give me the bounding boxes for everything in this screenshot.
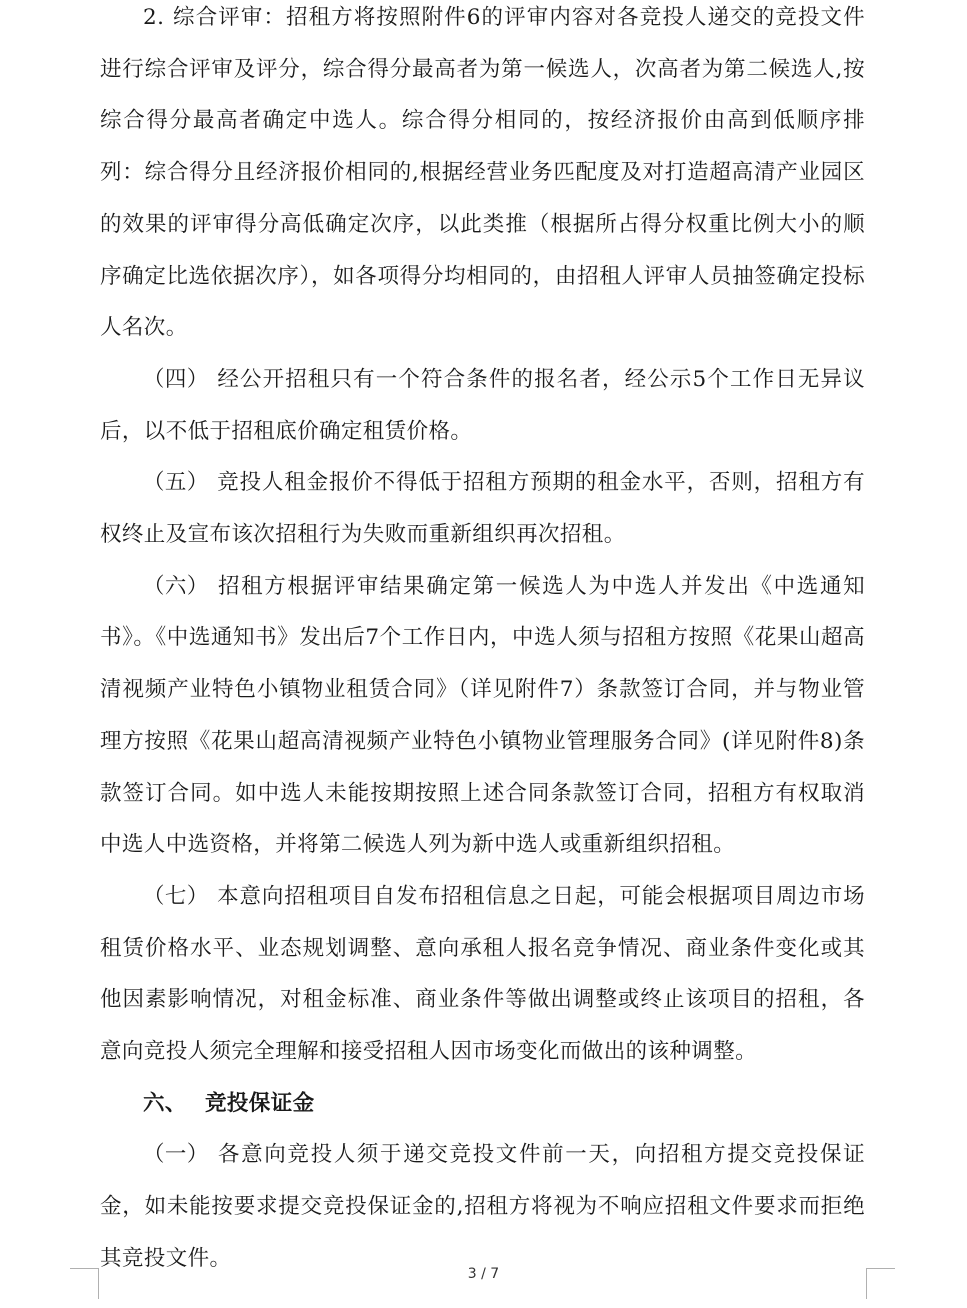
page-number: 3 / 7 <box>467 1266 500 1282</box>
paragraph-deposit-one <box>100 1129 865 1284</box>
paragraph-text: 本意向招租项目自发布招租信息之日起，可能会根据项目周边市场租赁价格水平、业态规划调整、意向承租人报名竞争情况、商业条件变化或其他因素影响情况，对租金标准、商业条件等做出调整或终止该项目的招租，各意向竞投人须完全理解和接受招租人因市场变化而做出的该种调整。 <box>100 883 865 1065</box>
document-body <box>100 0 865 1285</box>
paragraph-number: （六） <box>143 573 209 599</box>
paragraph-text: 竞投人租金报价不得低于招租方预期的租金水平，否则，招租方有权终止及宣布该次招租行为失败而重新组织再次招租。 <box>100 470 865 548</box>
paragraph-six <box>100 561 865 871</box>
paragraph-five <box>100 457 865 560</box>
paragraph-text: 综合评审：招租方将按照附件6的评审内容对各竞投人递交的竞投文件进行综合评审及评分，综合得分最高者为第一候选人，次高者为第二候选人,按综合得分最高者确定中选人。综合得分相同的，按经济报价由高到低顺序排列：综合得分且经济报价相同的,根据经营业务匹配度及对打造超高清产业园区的效果的评审得分高低确定次序，以此类推（根据所占得分权重比例大小的顺序确定比选依据次序），如各项得分均相同的，由招租人评审人员抽签确定投标人名次。 <box>100 5 865 341</box>
paragraph-four <box>100 354 865 457</box>
paragraph-evaluation <box>100 0 865 354</box>
paragraph-number: （五） <box>143 470 209 496</box>
paragraph-text: 招租方根据评审结果确定第一候选人为中选人并发出《中选通知书》。《中选通知书》发出后7个工作日内，中选人须与招租方按照《花果山超高清视频产业特色小镇物业租赁合同》（详见附件7）条款签订合同，并与物业管理方按照《花果山超高清视频产业特色小镇物业管理服务合同》(详见附件8)条款签订合同。如中选人未能按期按照上述合同条款签订合同，招租方有权取消中选人中选资格，并将第二候选人列为新中选人或重新组织招租。 <box>100 573 865 858</box>
section-heading <box>100 1078 865 1130</box>
paragraph-number: 2. <box>143 5 165 30</box>
paragraph-seven <box>100 871 865 1078</box>
section-heading-number: 六、 <box>143 1090 187 1116</box>
paragraph-number: （一） <box>143 1142 209 1168</box>
paragraph-text: 经公开招租只有一个符合条件的报名者，经公示5个工作日无异议后，以不低于招租底价确定租赁价格。 <box>100 366 865 444</box>
section-heading-title: 竞投保证金 <box>205 1090 315 1116</box>
paragraph-text: 各意向竞投人须于递交竞投文件前一天，向招租方提交竞投保证金，如未能按要求提交竞投保证金的,招租方将视为不响应招租文件要求而拒绝其竞投文件。 <box>100 1142 865 1271</box>
paragraph-number: （四） <box>143 366 209 392</box>
paragraph-number: （七） <box>143 883 209 909</box>
